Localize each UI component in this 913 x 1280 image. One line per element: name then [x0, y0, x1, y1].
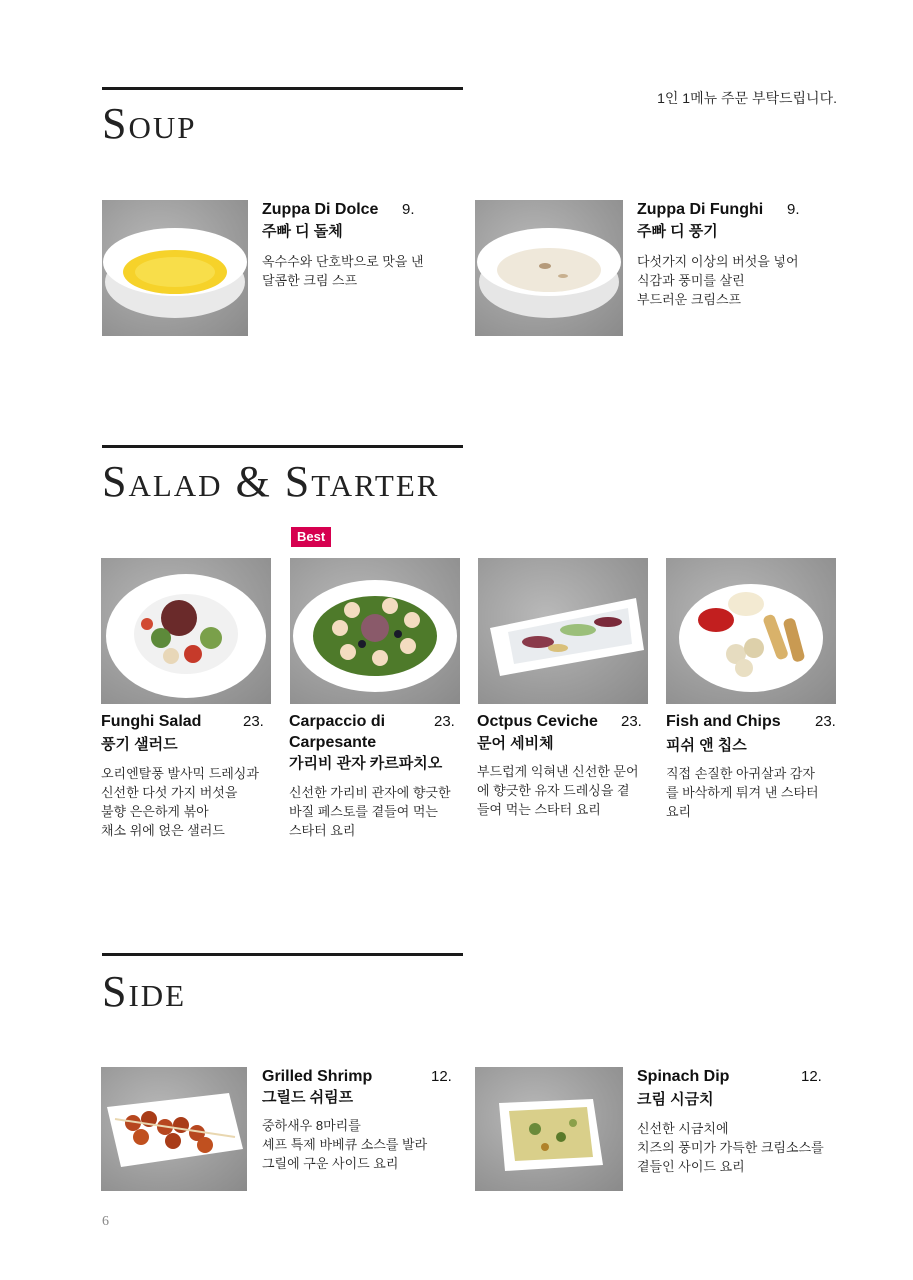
item-price: 9.	[787, 201, 800, 218]
item-korean-name: 문어 세비체	[477, 735, 554, 752]
order-notice: 1인 1메뉴 주문 부탁드립니다.	[657, 90, 837, 106]
section-rule	[102, 953, 463, 956]
ceviche-photo	[478, 558, 648, 704]
item-name: Octpus Ceviche	[477, 713, 598, 730]
best-badge: Best	[291, 527, 331, 547]
soup-dolce-photo	[102, 200, 248, 336]
item-price: 23.	[815, 713, 836, 730]
item-description: 옥수수와 단호박으로 맛을 낸 달콤한 크림 스프	[262, 254, 424, 288]
item-description: 직접 손질한 아귀살과 감자 를 바삭하게 튀겨 낸 스타터 요리	[666, 766, 819, 819]
section-title-soup: Soup	[102, 99, 197, 148]
item-description: 부드럽게 익혀낸 신선한 문어 에 향긋한 유자 드레싱을 곁 들여 먹는 스타터 요리	[477, 764, 639, 817]
funghi-salad-photo	[101, 558, 271, 704]
item-name: Funghi Salad	[101, 713, 202, 730]
item-name: Zuppa Di Funghi	[637, 201, 764, 218]
item-description: 중하새우 8마리를 셰프 특제 바베큐 소스를 발라 그릴에 구운 사이드 요리	[262, 1118, 428, 1171]
salad-plate-image	[101, 558, 271, 704]
item-price: 12.	[431, 1068, 452, 1085]
grilled-shrimp-photo	[101, 1067, 247, 1191]
item-description: 오리엔탈풍 발사믹 드레싱과 신선한 다섯 가지 버섯을 불향 은은하게 볶아 채소 위에 얹은 샐러드	[101, 766, 259, 838]
fish-chips-photo	[666, 558, 836, 704]
item-name: Grilled Shrimp	[262, 1068, 373, 1085]
item-name: Fish and Chips	[666, 713, 781, 730]
soup-bowl-image	[475, 200, 623, 336]
ceviche-plate-image	[478, 558, 648, 704]
item-korean-name: 피쉬 앤 칩스	[666, 737, 747, 754]
item-korean-name: 주빠 디 돌체	[262, 223, 343, 240]
soup-bowl-image	[102, 200, 248, 336]
section-title-side: Side	[102, 967, 187, 1016]
item-description: 신선한 가리비 관자에 향긋한 바질 페스토를 곁들여 먹는 스타터 요리	[289, 785, 451, 838]
carpaccio-plate-image	[290, 558, 460, 704]
item-price: 12.	[801, 1068, 822, 1085]
item-price: 23.	[243, 713, 264, 730]
carpaccio-photo	[290, 558, 460, 704]
item-price: 23.	[621, 713, 642, 730]
shrimp-plate-image	[101, 1067, 247, 1191]
item-description: 신선한 시금치에 치즈의 풍미가 가득한 크림소스를 곁들인 사이드 요리	[637, 1121, 824, 1174]
fish-chips-plate-image	[666, 558, 836, 704]
item-description: 다섯가지 이상의 버섯을 넣어 식감과 풍미를 살린 부드러운 크림스프	[637, 254, 799, 307]
item-name: Spinach Dip	[637, 1068, 730, 1085]
section-rule	[102, 87, 463, 90]
item-name: Zuppa Di Dolce	[262, 201, 379, 218]
item-korean-name: 그릴드 쉬림프	[262, 1089, 354, 1106]
item-korean-name: 가리비 관자 카르파치오	[289, 755, 443, 772]
soup-funghi-photo	[475, 200, 623, 336]
item-price: 9.	[402, 201, 415, 218]
spinach-dish-image	[475, 1067, 623, 1191]
spinach-dip-photo	[475, 1067, 623, 1191]
item-price: 23.	[434, 713, 455, 730]
section-rule	[102, 445, 463, 448]
item-korean-name: 주빠 디 풍기	[637, 223, 718, 240]
page-number: 6	[102, 1214, 109, 1229]
section-title-salad: Salad & Starter	[102, 457, 440, 506]
item-korean-name: 풍기 샐러드	[101, 736, 178, 753]
item-korean-name: 크림 시금치	[637, 1091, 714, 1108]
item-name: Carpaccio di Carpesante	[289, 713, 386, 751]
